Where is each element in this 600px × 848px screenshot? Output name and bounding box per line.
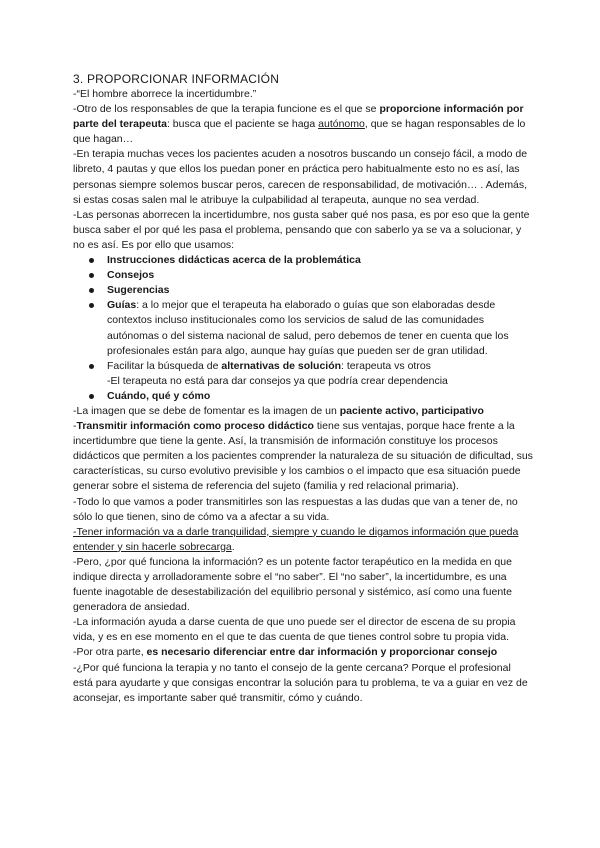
text-span: tiene sus ventajas, porque hace frente a la incertidumbre que tiene la gente. Así, la transmisión de información constituye los procesos didácticos que permiten a los pacientes comprender la naturaleza de su situación de dificultad, sus características, su curso evolutivo previsible y los cambios o el impacto que esa situación puede generar sobre el sistema de referencia del sujeto (familia y red relacional primaria). <box>73 420 533 493</box>
bold-text: Instrucciones didácticas acerca de la problemática <box>107 254 361 267</box>
list-item <box>73 389 533 404</box>
didactic-paragraph <box>73 419 533 494</box>
why-therapy-paragraph: -¿Por qué funciona la terapia y no tanto el consejo de la gente cercana? Porque el profesional está para ayudarte y que consigas encontrar la solución para tu problema, te va a guiar en vez de aconsejar, es importante saber qué transmitir, cómo y cuándo. <box>73 661 528 704</box>
calm-paragraph <box>73 525 533 555</box>
list-item <box>73 298 533 358</box>
uncertainty-paragraph: -Las personas aborrecen la incertidumbre, nos gusta saber qué nos pasa, es por eso que la gente busca saber el por qué les pasa el problema, pensando que con saberlo ya se va a solucionar, y no es así. Es por ello que usamos: <box>73 208 530 251</box>
text-span: : busca que el paciente se haga <box>166 118 319 131</box>
underlined-text: autónomo <box>318 118 365 131</box>
quote-paragraph: -“El hombre aborrece la incertidumbre.” <box>73 88 257 100</box>
sub-note: -El terapeuta no está para dar consejos ya que podría crear dependencia <box>107 374 448 387</box>
bold-text: Guías <box>107 299 137 312</box>
bold-text: Consejos <box>107 269 155 282</box>
answers-paragraph: -Todo lo que vamos a poder transmitirles son las respuestas a las dudas que van a tener de, no sólo lo que tienen, sino de cómo va a afectar a su vida. <box>73 495 518 523</box>
bold-text: Sugerencias <box>107 284 170 297</box>
tools-list-continued <box>73 389 533 404</box>
bold-text: es necesario diferenciar entre dar información y proporcionar consejo <box>146 646 498 659</box>
tools-list <box>73 253 533 374</box>
section-title: 3. PROPORCIONAR INFORMACIÓN <box>73 72 280 86</box>
bold-text: Transmitir información como proceso didáctico <box>76 420 314 433</box>
text-span: - <box>73 420 77 433</box>
text-span: -La imagen que se debe de fomentar es la imagen de un <box>73 404 340 417</box>
list-item <box>73 268 533 283</box>
differentiate-paragraph <box>73 645 533 660</box>
why-information-paragraph: -Pero, ¿por qué funciona la información? es un potente factor terapéutico en la medida en que indique directa y arrolladoramente sobre el “no saber”. El “no saber”, la incertidumbre, es una fuente inagotable de desestabilización del equilibrio personal y sistémico, así como una fuente generadora de ansiedad. <box>73 555 512 614</box>
text-span: . <box>231 540 235 553</box>
text-span: : a lo mejor que el terapeuta ha elaborado o guías que son elaboradas desde contextos incluso institucionales como los servicios de salud de las comunidades autónomas o del sistema nacional de salud, pero debemos de tener en cuenta que los profesionales están para algo, aunque hay guías que pueden ser de gran utilidad. <box>107 299 509 357</box>
bold-text: Cuándo, qué y cómo <box>107 389 211 402</box>
bold-text: paciente activo, participativo <box>339 404 484 417</box>
list-item <box>73 359 533 374</box>
underlined-text: -Tener información va a darle tranquilidad, siempre y cuando le digamos información que pueda entender y sin hacerle sobrecarga <box>73 525 519 553</box>
responsibility-paragraph <box>73 102 533 147</box>
text-span: : terapeuta vs otros <box>341 359 431 372</box>
bold-text: proporcione información por parte del terapeuta <box>73 103 524 131</box>
therapy-advice-paragraph: -En terapia muchas veces los pacientes acuden a nosotros buscando un consejo fácil, a modo de libreto, 4 pautas y que ellos los puedan poner en práctica pero habitualmente esto no es así, las personas siempre solemos buscar peros, carecen de responsabilidad, de motivación… . Además, si estas cosas salen mal le atribuye la culpabilidad al terapeuta, aunque no sea verdad. <box>73 148 528 206</box>
list-item <box>73 283 533 298</box>
list-item <box>73 253 533 268</box>
document-page <box>73 71 533 706</box>
bold-text: alternativas de solución <box>221 359 342 372</box>
active-patient-paragraph <box>73 404 533 419</box>
director-paragraph: -La información ayuda a darse cuenta de que uno puede ser el director de escena de su propia vida, y es en ese momento en el que te das cuenta de que tienes control sobre tu propia vida. <box>73 616 516 644</box>
text-span: -Otro de los responsables de que la terapia funcione es el que se <box>73 103 380 116</box>
text-span: Facilitar la búsqueda de <box>107 359 222 372</box>
text-span: -Por otra parte, <box>73 646 147 659</box>
text-span: , que se hagan responsables de lo que hagan… <box>73 118 526 146</box>
